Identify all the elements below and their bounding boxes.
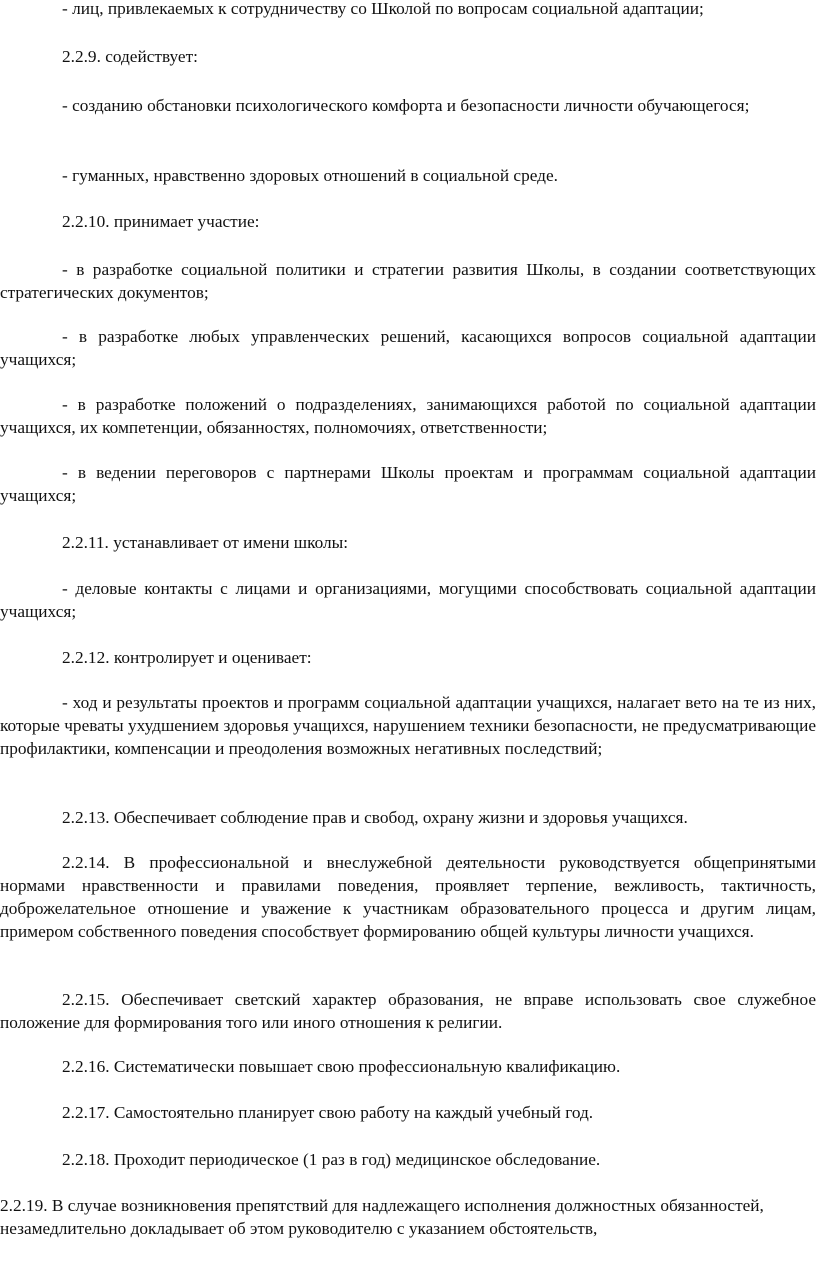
paragraph-2-2-19: 2.2.19. В случае возникновения препятствий для надлежащего исполнения должностных обязанностей, незамедлительно докладывает об этом руководителю с указанием обстоятельств,: [0, 1196, 764, 1238]
paragraph-social-policy: - в разработке социальной политики и стратегии развития Школы, в создании соответствующих стратегических документов;: [0, 260, 816, 302]
paragraph-business-contacts: - деловые контакты с лицами и организациями, могущими способствовать социальной адаптации учащихся;: [0, 579, 816, 621]
paragraph-2-2-9-heading: 2.2.9. содействует:: [62, 47, 198, 66]
paragraph-2-2-16: 2.2.16. Систематически повышает свою профессиональную квалификацию.: [62, 1057, 621, 1076]
paragraph-management-decisions: - в разработке любых управленческих решений, касающихся вопросов социальной адаптации учащихся;: [0, 327, 816, 369]
paragraph-2-2-17: 2.2.17. Самостоятельно планирует свою работу на каждый учебный год.: [62, 1103, 594, 1122]
paragraph-2-2-12-heading: 2.2.12. контролирует и оценивает:: [62, 648, 312, 667]
paragraph-2-2-11-heading: 2.2.11. устанавливает от имени школы:: [62, 533, 349, 552]
paragraph-2-2-18: 2.2.18. Проходит периодическое (1 раз в год) медицинское обследование.: [62, 1150, 601, 1169]
paragraph-division-regulations: - в разработке положений о подразделениях, занимающихся работой по социальной адаптации учащихся, их компетенции, обязанностях, полномочиях, ответственности;: [0, 395, 816, 437]
paragraph-projects-control: - ход и результаты проектов и программ социальной адаптации учащихся, налагает вето на те из них, которые чреваты ухудшением здоровья учащихся, нарушением техники безопасности, не предусматривающие профилактики, компенсации и преодоления возможных негативных последствий;: [0, 693, 816, 758]
paragraph-2-2-14: 2.2.14. В профессиональной и внеслужебной деятельности руководствуется общепринятыми нормами нравственности и правилами поведения, проявляет терпение, вежливость, тактичность, доброжелательное отношение и уважение к участникам образовательного процесса и другим лицам, примером собственного поведения способствует формированию общей культуры личности учащихся.: [0, 853, 816, 941]
paragraph-persons-cooperation: - лиц, привлекаемых к сотрудничеству со Школой по вопросам социальной адаптации;: [62, 0, 704, 18]
paragraph-humane-relations: - гуманных, нравственно здоровых отношений в социальной среде.: [62, 166, 558, 185]
paragraph-2-2-10-heading: 2.2.10. принимает участие:: [62, 212, 260, 231]
paragraph-psychological-comfort: - созданию обстановки психологического комфорта и безопасности личности обучающегося;: [62, 96, 750, 115]
paragraph-2-2-13: 2.2.13. Обеспечивает соблюдение прав и свобод, охрану жизни и здоровья учащихся.: [62, 808, 688, 827]
paragraph-2-2-15: 2.2.15. Обеспечивает светский характер образования, не вправе использовать свое служебное положение для формирования того или иного отношения к религии.: [0, 990, 816, 1032]
paragraph-negotiations: - в ведении переговоров с партнерами Школы проектам и программам социальной адаптации учащихся;: [0, 463, 816, 505]
